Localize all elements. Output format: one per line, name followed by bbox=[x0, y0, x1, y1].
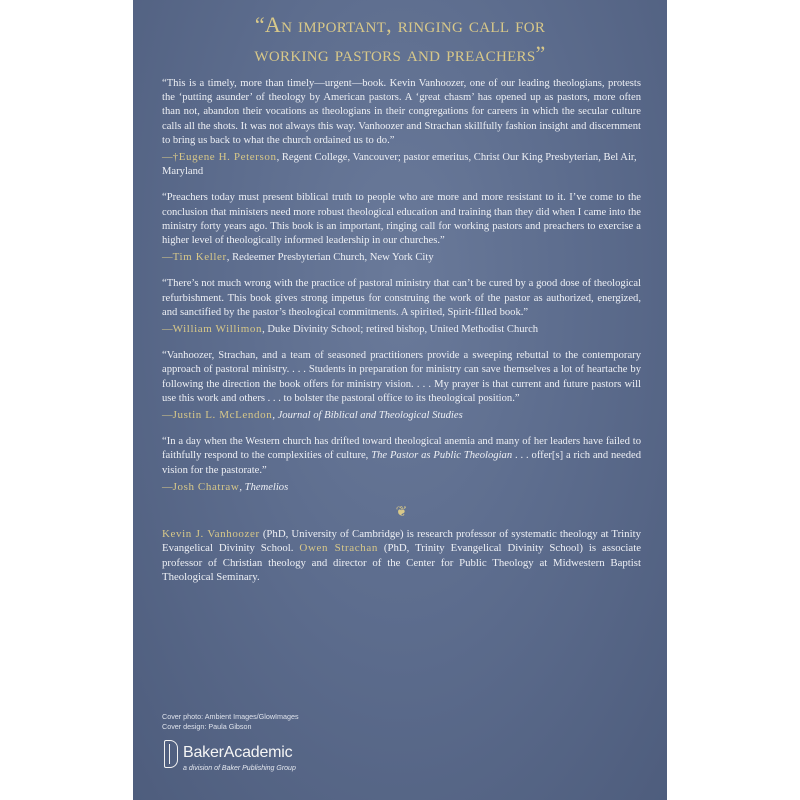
publisher-logo bbox=[164, 740, 364, 780]
endorser-affiliation: , Duke Divinity School; retired bishop, United Methodist Church bbox=[262, 324, 539, 336]
endorser-affiliation: , Redeemer Presbyterian Church, New York City bbox=[226, 252, 434, 264]
endorser-name: †Eugene H. Peterson bbox=[172, 151, 277, 164]
publisher-name: BakerAcademic bbox=[183, 744, 293, 761]
headline-line-1: “An important, ringing call for bbox=[254, 12, 546, 37]
author-name: Owen Strachan bbox=[299, 542, 378, 555]
attribution-dash: — bbox=[162, 252, 173, 264]
author-bio bbox=[162, 527, 641, 585]
attribution-dash: — bbox=[162, 481, 173, 493]
endorsement-attribution bbox=[162, 250, 641, 265]
endorser-name: Justin L. McLendon bbox=[172, 409, 273, 422]
endorsement-attribution bbox=[162, 322, 641, 337]
endorsement-quote: “This is a timely, more than timely—urgent—book. Kevin Vanhoozer, one of our leading theologians, protests the ‘putting asunder’ of theology by American pastors. A ‘great chasm’ has opened up as pastors, more often than not, abandon their vocations as theologians in their congregations for careers in which the secular culture calls all the shots. It was not always this way. Vanhoozer and Strachan skillfully fashion insight and discernment to bring us back to what the church ordained us to do.” bbox=[162, 78, 641, 146]
design-credit: Cover design: Paula Gibson bbox=[162, 721, 252, 731]
publisher-tagline: a division of Baker Publishing Group bbox=[183, 765, 296, 772]
endorsement-quote bbox=[162, 435, 641, 478]
quote-part-a: “In a day when the Western church has drifted toward theological anemia and many of her leaders have failed to faithfully respond to the complexities of culture, bbox=[162, 436, 641, 462]
affiliation-separator: , bbox=[272, 410, 278, 422]
attribution-dash: — bbox=[162, 152, 173, 164]
journal-title: Themelios bbox=[244, 481, 289, 493]
endorsement-quote: “Preachers today must present biblical truth to people who are more and more resistant to it. I’ve come to the conclusion that ministers need more robust theological education and training than they did when I came into the ministry forty years ago. This book is an important, ringing call for working pastors and preachers to exercise a higher level of theologically informed leadership in our churches.” bbox=[162, 192, 641, 247]
photo-credit: Cover photo: Ambient Images/GlowImages bbox=[162, 712, 299, 721]
endorser-name: Josh Chatraw bbox=[172, 480, 240, 493]
quote-part-b: . . . offer[s] a rich and needed vision for the pastorate.” bbox=[162, 450, 642, 476]
headline-line-2: working pastors and preachers” bbox=[254, 41, 546, 66]
endorsement-quote: “There’s not much wrong with the practice of pastoral ministry that can’t be cured by a good dose of theological refurbishment. This book gives strong impetus for construing the work of the pastor as authorized, energized, and sanctified by the pastor’s theological commitments. A spirited, Spirit-filled book.” bbox=[162, 278, 641, 318]
author-bio-text: (PhD, University of Cambridge) is research professor of systematic theology at Trinity Evangelical Divinity School. bbox=[162, 528, 641, 555]
endorser-name: Tim Keller bbox=[172, 251, 227, 264]
endorsement-quote: “Vanhoozer, Strachan, and a team of seasoned practitioners provide a sweeping rebuttal to the contemporary approach of pastoral ministry. . . . Students in preparation for ministry can save themselves a lot of heartache by following the direction the book offers for ministry vision. . . . My prayer is that current and future pastors will use this work and others . . . to bolster the pastoral office to its theological position.” bbox=[162, 350, 641, 404]
attribution-dash: — bbox=[162, 324, 173, 336]
endorsement-attribution bbox=[162, 150, 641, 179]
endorser-name: William Willimon bbox=[172, 323, 263, 336]
endorsement-attribution bbox=[162, 480, 641, 495]
headline-quote bbox=[133, 10, 667, 68]
endorsements bbox=[162, 77, 641, 585]
journal-title: Journal of Biblical and Theological Studies bbox=[277, 410, 463, 422]
endorser-affiliation: , Regent College, Vancouver; pastor emeritus, Christ Our King Presbyterian, Bel Air, Maryland bbox=[162, 152, 637, 178]
fleuron-icon: ❦ bbox=[395, 505, 408, 521]
affiliation-separator: , bbox=[239, 481, 245, 493]
cover-credits bbox=[162, 712, 299, 731]
author-bio-text: (PhD, Trinity Evangelical Divinity School) is associate professor of Christian theology and director of the Center for Public Theology at Midwestern Baptist Theological Seminary. bbox=[162, 542, 641, 584]
author-name: Kevin J. Vanhoozer bbox=[162, 528, 260, 541]
book-title: The Pastor as Public Theologian bbox=[371, 450, 513, 462]
attribution-dash: — bbox=[162, 410, 173, 422]
back-cover bbox=[133, 0, 667, 800]
baker-logo-icon bbox=[164, 740, 178, 768]
endorsement-attribution bbox=[162, 408, 641, 423]
